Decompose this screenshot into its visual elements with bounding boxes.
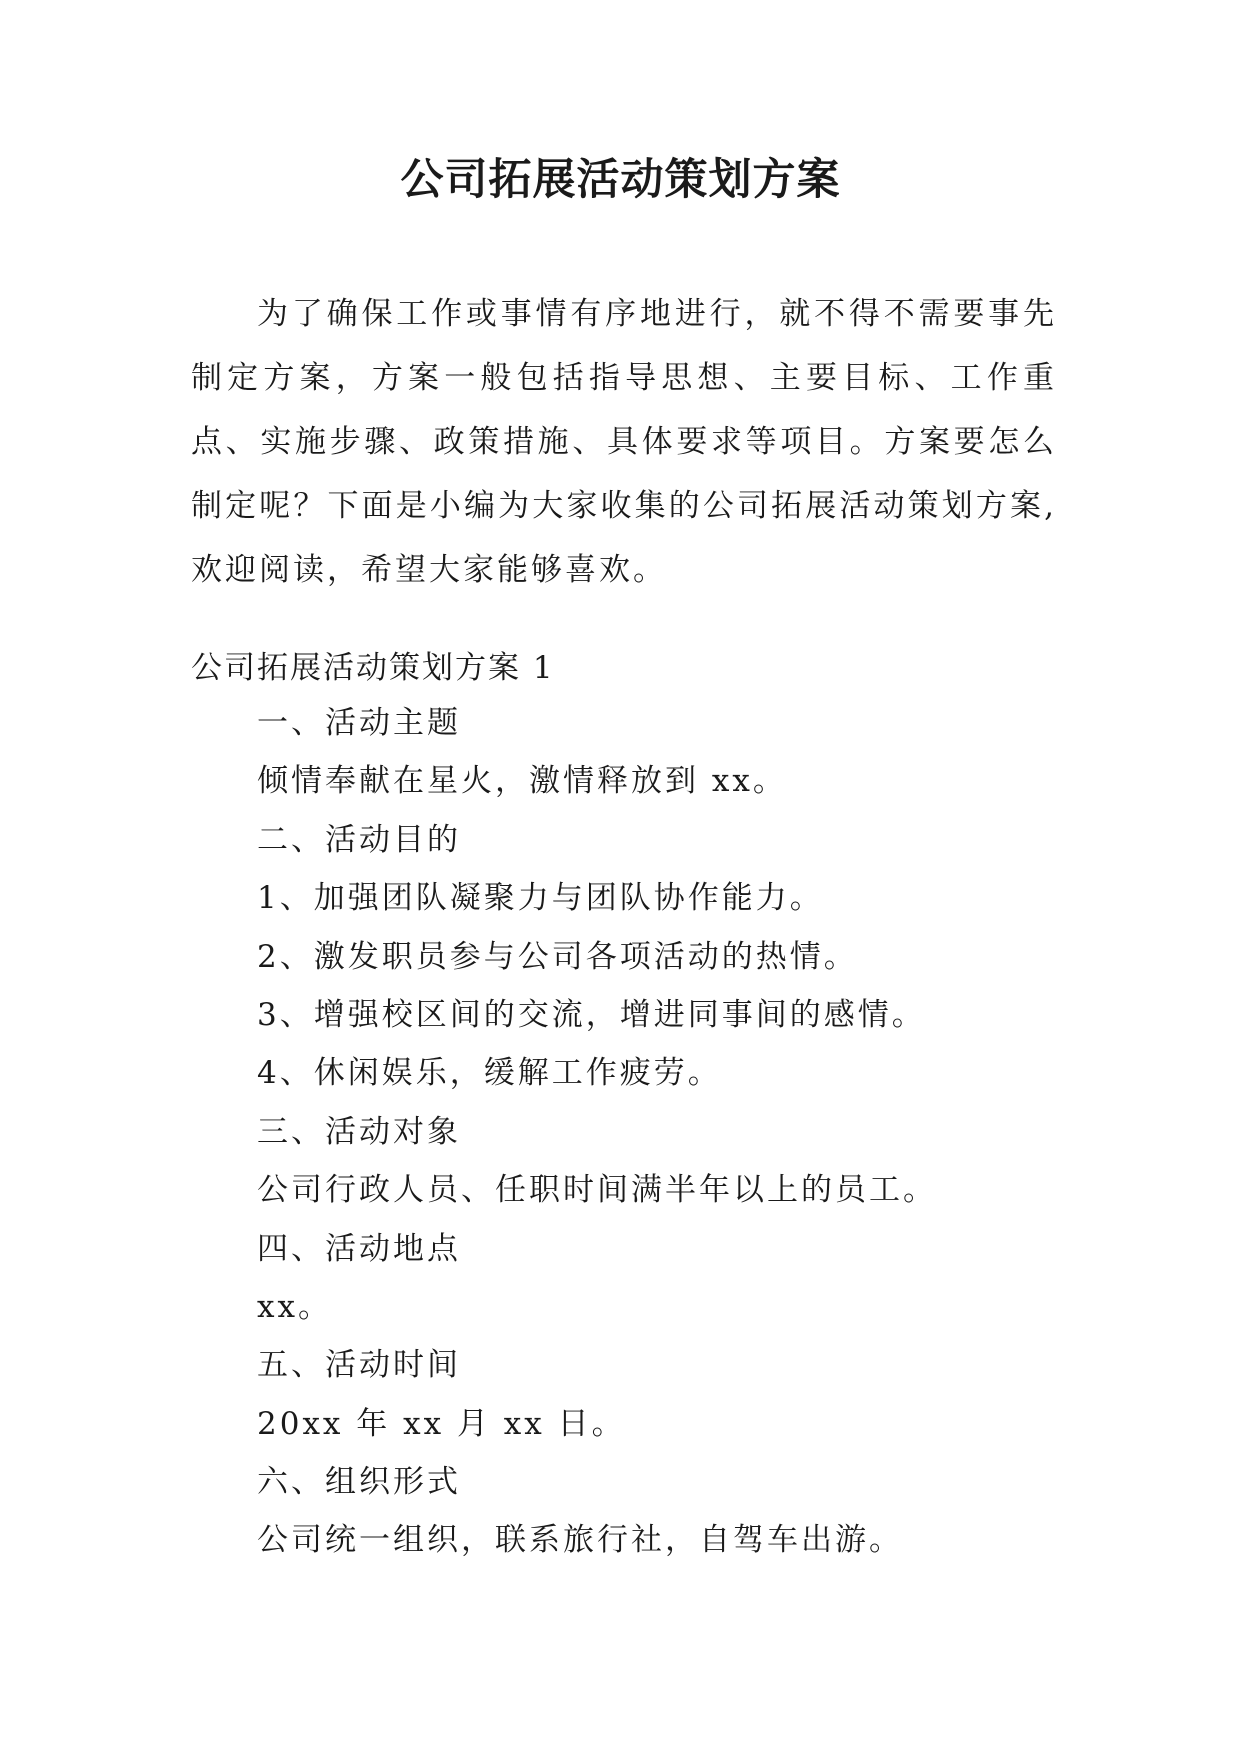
intro-paragraph: 为了确保工作或事情有序地进行，就不得不需要事先制定方案，方案一般包括指导思想、主要目标、工作重点、实施步骤、政策措施、具体要求等项目。方案要怎么制定呢？下面是小编为大家收集的公司拓展活动策划方案,欢迎阅读，希望大家能够喜欢。 [191,296,1057,588]
purpose-item-2: 2、激发职员参与公司各项活动的热情。 [257,938,858,975]
document-title: 公司拓展活动策划方案 [400,155,841,205]
heading-activity-location: 四、活动地点 [257,1230,461,1267]
heading-activity-purpose: 二、活动目的 [257,821,461,858]
purpose-item-1: 1、加强团队凝聚力与团队协作能力。 [257,880,824,917]
section-heading: 公司拓展活动策划方案 1 [191,650,555,686]
heading-activity-theme: 一、活动主题 [257,705,461,741]
purpose-item-4: 4、休闲娱乐，缓解工作疲劳。 [257,1055,722,1092]
paragraph-activity-location: xx。 [257,1288,332,1325]
paragraph-activity-time: 20xx 年 xx 月 xx 日。 [257,1405,626,1442]
paragraph-organization-form: 公司统一组织，联系旅行社，自驾车出游。 [257,1522,903,1559]
section-content [257,694,1057,1570]
paragraph-activity-theme: 倾情奉献在星火，激情释放到 xx。 [257,763,787,800]
heading-activity-time: 五、活动时间 [257,1347,461,1384]
purpose-item-3: 3、增强校区间的交流，增进同事间的感情。 [257,996,926,1033]
paragraph-activity-target: 公司行政人员、任职时间满半年以上的员工。 [257,1172,937,1209]
heading-activity-target: 三、活动对象 [257,1113,461,1150]
heading-organization-form: 六、组织形式 [257,1464,461,1501]
